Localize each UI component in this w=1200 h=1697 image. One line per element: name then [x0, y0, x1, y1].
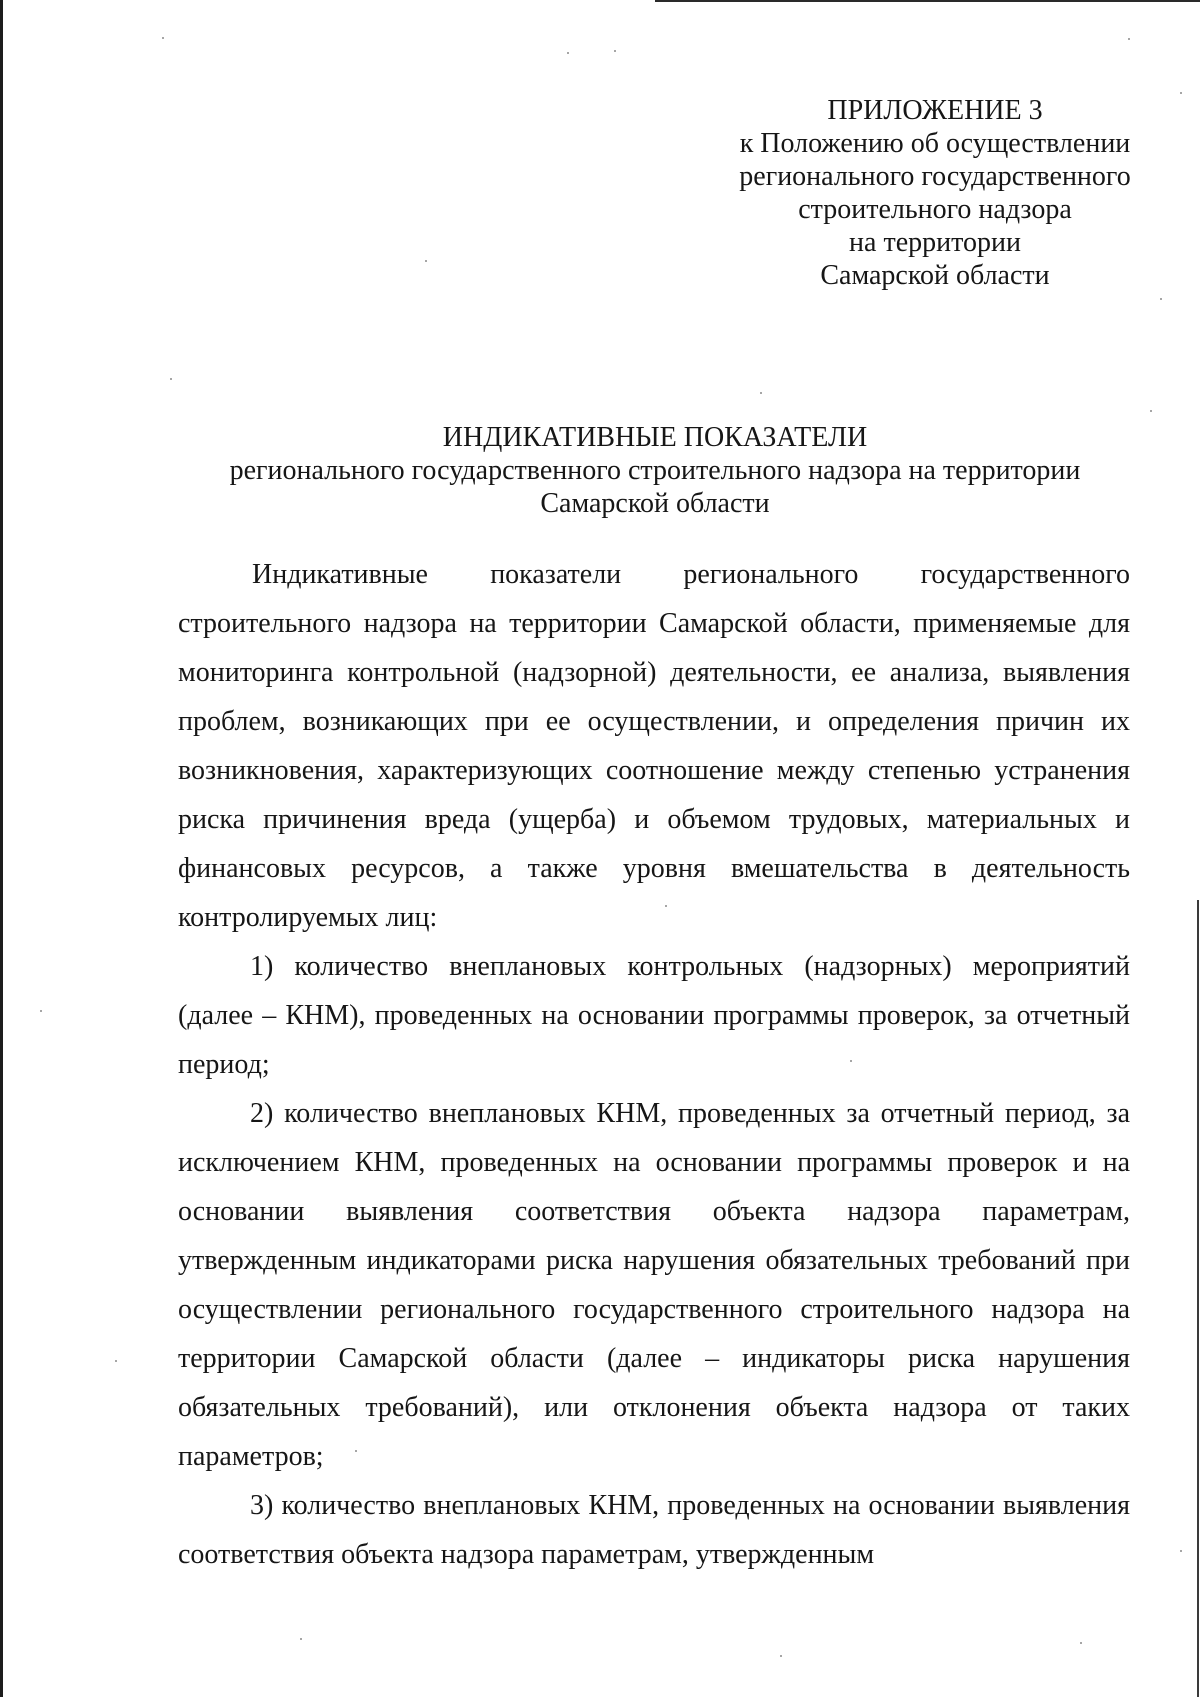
- appendix-line: строительного надзора: [798, 194, 1072, 225]
- list-item: 3) количество внеплановых КНМ, проведенных на основании выявления соответствия объекта надзора параметрам, утвержденным: [178, 1490, 1130, 1570]
- scan-speck: [760, 392, 762, 394]
- scan-speck: [1080, 1642, 1082, 1644]
- scan-border-top: [655, 0, 1200, 2]
- list-item: 1) количество внеплановых контрольных (надзорных) мероприятий (далее – КНМ), проведенных на основании программы проверок, за отчетный период;: [178, 951, 1130, 1080]
- appendix-line: Самарской области: [820, 260, 1050, 291]
- document-title: ИНДИКАТИВНЫЕ ПОКАЗАТЕЛИ: [442, 422, 868, 453]
- appendix-line: на территории: [849, 227, 1021, 258]
- document-subtitle: регионального государственного строительного надзора на территории: [229, 455, 1081, 486]
- appendix-line: регионального государственного: [739, 161, 1131, 192]
- scan-speck: [1180, 1550, 1182, 1552]
- scan-speck: [170, 378, 172, 380]
- scan-speck: [614, 50, 616, 52]
- intro-paragraph: Индикативные показатели регионального государственного строительного надзора на территории Самарской области, применяемые для мониторинга контрольной (надзорной) деятельности, ее анализа, выявления проблем, возникающих при ее осуществлении, и определения причин их возникновения, характеризующих соотношение между степенью устранения риска причинения вреда (ущерба) и объемом трудовых, материальных и финансовых ресурсов, а также уровня вмешательства в деятельность контролируемых лиц:: [178, 559, 1130, 933]
- document-subtitle: Самарской области: [540, 488, 770, 519]
- scan-speck: [1160, 298, 1162, 300]
- appendix-title: ПРИЛОЖЕНИЕ 3: [827, 95, 1043, 126]
- document-heading: [180, 421, 1130, 520]
- scan-speck: [1150, 410, 1152, 412]
- document-body: [178, 550, 1130, 1579]
- scan-border-left: [0, 0, 3, 1697]
- scan-border-right: [1197, 900, 1199, 1697]
- appendix-header: [700, 94, 1170, 292]
- scan-speck: [1128, 38, 1130, 40]
- scan-speck: [425, 260, 427, 262]
- scan-speck: [780, 1655, 782, 1657]
- appendix-line: к Положению об осуществлении: [739, 128, 1131, 159]
- scan-speck: [300, 1638, 302, 1640]
- scan-speck: [162, 37, 164, 39]
- scan-speck: [40, 1010, 42, 1012]
- list-item: 2) количество внеплановых КНМ, проведенных за отчетный период, за исключением КНМ, проведенных на основании программы проверок и на основании выявления соответствия объекта надзора параметрам, утвержденным индикаторами риска нарушения обязательных требований при осуществлении регионального государственного строительного надзора на территории Самарской области (далее – индикаторы риска нарушения обязательных требований), или отклонения объекта надзора от таких параметров;: [178, 1098, 1130, 1472]
- scan-speck: [1180, 92, 1182, 94]
- scan-speck: [115, 1360, 117, 1362]
- scan-speck: [567, 52, 569, 54]
